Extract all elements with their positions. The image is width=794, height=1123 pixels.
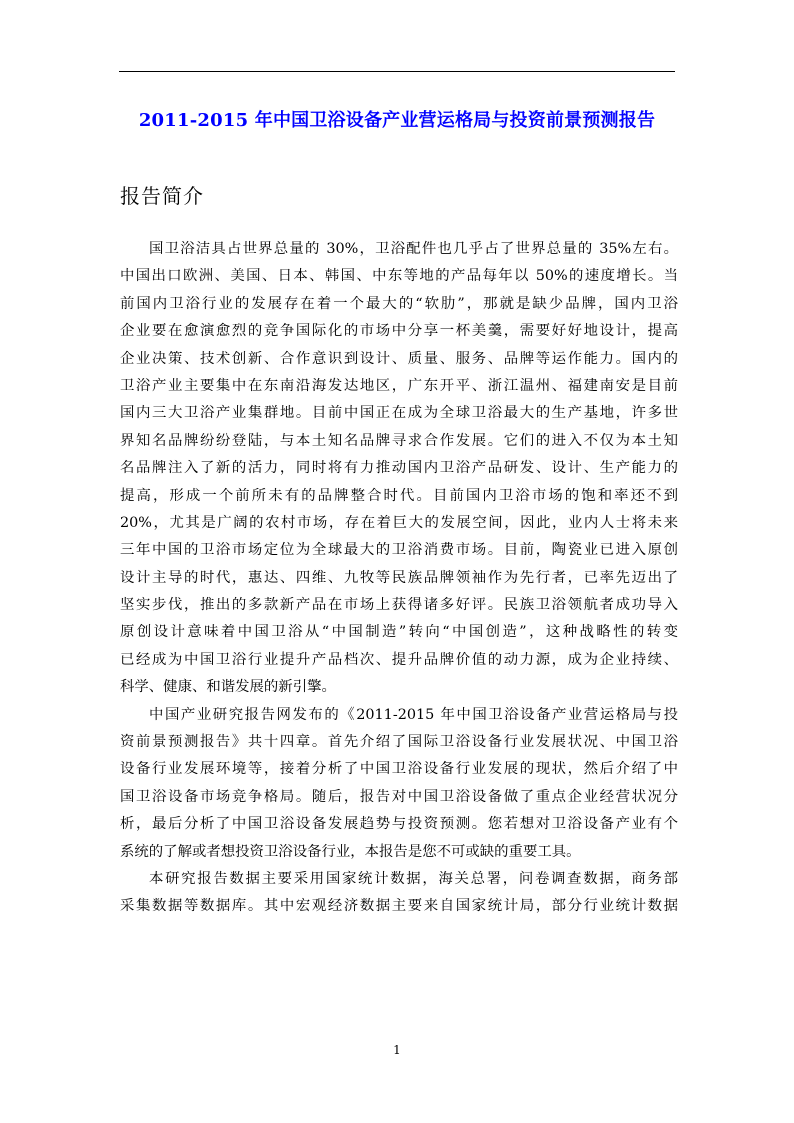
text-line: 20%，尤其是广阔的农村市场，存在着巨大的发展空间，因此，业内人士将未来: [120, 514, 678, 531]
text-line: 界知名品牌纷纷登陆，与本土知名品牌寻求合作发展。它们的进入不仅为本土知: [120, 432, 678, 449]
body-text: [120, 236, 678, 921]
text-line: 卫浴产业主要集中在东南沿海发达地区，广东开平、浙江温州、福建南安是目前: [120, 377, 678, 394]
text-line: 析，最后分析了中国卫浴设备发展趋势与投资预测。您若想对卫浴设备产业有个: [120, 816, 678, 833]
text-line: 名品牌注入了新的活力，同时将有力推动国内卫浴产品研发、设计、生产能力的: [120, 460, 678, 477]
text-line: 中国产业研究报告网发布的《2011-2015 年中国卫浴设备产业营运格局与投: [149, 706, 678, 723]
text-line: 坚实步伐，推出的多款新产品在市场上获得诸多好评。民族卫浴领航者成功导入: [120, 597, 678, 614]
text-line: 国卫浴洁具占世界总量的 30%，卫浴配件也几乎占了世界总量的 35%左右。: [149, 241, 678, 257]
text-line: 国卫浴设备市场竞争格局。随后，报告对中国卫浴设备做了重点企业经营状况分: [120, 788, 678, 805]
text-line: 企业决策、技术创新、合作意识到设计、质量、服务、品牌等运作能力。国内的: [120, 350, 678, 367]
report-title: 2011-2015 年中国卫浴设备产业营运格局与投资前景预测报告: [138, 110, 656, 131]
text-line: 前国内卫浴行业的发展存在着一个最大的“软肋”，那就是缺少品牌，国内卫浴: [120, 295, 678, 312]
section-heading: 报告简介: [120, 184, 204, 208]
text-line: 资前景预测报告》共十四章。首先介绍了国际卫浴设备行业发展状况、中国卫浴: [120, 734, 678, 751]
text-line: 科学、健康、和谐发展的新引擎。: [120, 679, 336, 696]
text-line: 本研究报告数据主要采用国家统计数据，海关总署，问卷调查数据，商务部: [149, 870, 678, 887]
text-line: 采集数据等数据库。其中宏观经济数据主要来自国家统计局，部分行业统计数据: [120, 898, 678, 915]
text-line: 已经成为中国卫浴行业提升产品档次、提升品牌价值的动力源，成为企业持续、: [120, 651, 678, 668]
header-rule: [119, 71, 675, 72]
text-line: 中国出口欧洲、美国、日本、韩国、中东等地的产品每年以 50%的速度增长。当: [120, 268, 678, 285]
text-line: 原创设计意味着中国卫浴从“中国制造”转向“中国创造”，这种战略性的转变: [120, 624, 678, 641]
text-line: 三年中国的卫浴市场定位为全球最大的卫浴消费市场。目前，陶瓷业已进入原创: [120, 542, 678, 559]
text-line: 设计主导的时代，惠达、四维、九牧等民族品牌领袖作为先行者，已率先迈出了: [120, 569, 678, 586]
page-number: 1: [393, 1043, 401, 1057]
text-line: 提高，形成一个前所未有的品牌整合时代。目前国内卫浴市场的饱和率还不到: [120, 487, 678, 504]
text-line: 系统的了解或者想投资卫浴设备行业，本报告是您不可或缺的重要工具。: [120, 843, 581, 860]
text-line: 设备行业发展环境等，接着分析了中国卫浴设备行业发展的现状，然后介绍了中: [120, 761, 678, 778]
text-line: 企业要在愈演愈烈的竞争国际化的市场中分享一杯美羹，需要好好地设计，提高: [120, 323, 678, 340]
text-line: 国内三大卫浴产业集群地。目前中国正在成为全球卫浴最大的生产基地，许多世: [120, 405, 678, 422]
